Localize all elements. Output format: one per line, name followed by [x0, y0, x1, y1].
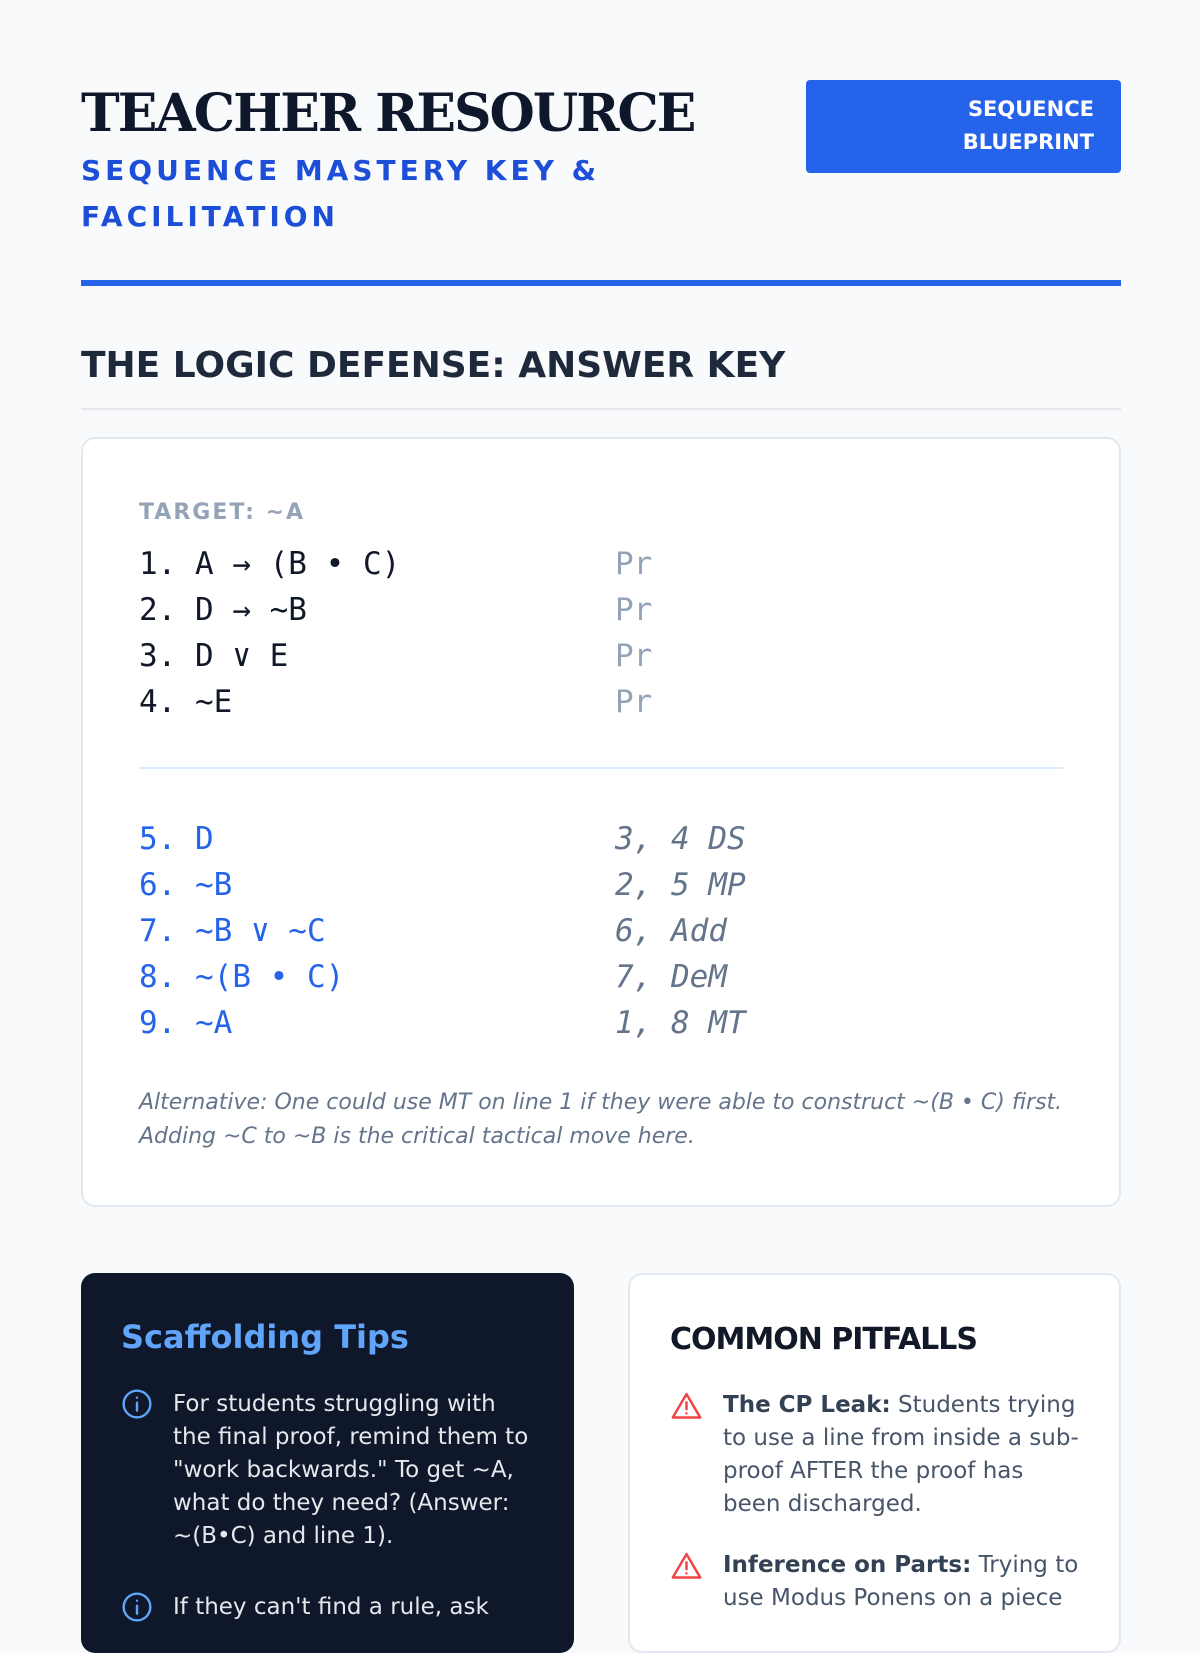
pitfalls-title: COMMON PITFALLS	[670, 1322, 978, 1357]
proof-statement: 4. ~E	[139, 684, 233, 720]
proof-row	[139, 862, 1063, 908]
pitfall-text: Students trying to use a line from inside a sub-proof AFTER the proof has been discharged.	[723, 1392, 1079, 1517]
warning-triangle-icon	[670, 1390, 703, 1423]
proof-row	[139, 816, 1063, 862]
proof-justification: 3, 4 DS	[615, 821, 746, 857]
pitfall-item	[670, 1389, 1079, 1521]
sequence-blueprint-badge	[806, 80, 1121, 173]
page-title: TEACHER RESOURCE	[81, 83, 695, 144]
proof-statement: 7. ~B ∨ ~C	[139, 913, 326, 949]
premises-list	[139, 541, 1063, 725]
proof-justification: 7, DeM	[615, 959, 727, 995]
proof-statement: 8. ~(B • C)	[139, 959, 345, 995]
alternative-note: Alternative: One could use MT on line 1 if they were able to construct ~(B • C) first. Adding ~C to ~B is the critical tactical move here.	[139, 1090, 1063, 1149]
proof-justification: Pr	[615, 592, 653, 628]
proof-justification: 2, 5 MP	[615, 867, 746, 903]
answer-key-card	[81, 437, 1121, 1207]
proof-row	[139, 541, 1063, 587]
proof-row	[139, 587, 1063, 633]
proof-justification: 6, Add	[615, 913, 727, 949]
proof-statement: 3. D ∨ E	[139, 638, 289, 674]
page-header	[81, 80, 1121, 286]
pitfall-text: Trying to use Modus Ponens on a piece	[723, 1552, 1079, 1611]
page-subtitle: SEQUENCE MASTERY KEY & FACILITATION	[81, 154, 601, 233]
section-title: THE LOGIC DEFENSE: ANSWER KEY	[81, 336, 1121, 410]
target-label: TARGET: ~A	[139, 500, 306, 525]
proof-justification: 1, 8 MT	[615, 1005, 746, 1041]
header-rule	[81, 280, 1121, 286]
tip-item	[121, 1388, 534, 1553]
pitfall-name: The CP Leak:	[723, 1392, 891, 1418]
pitfall-item	[670, 1549, 1079, 1615]
proof-row	[139, 954, 1063, 1000]
pitfall-name: Inference on Parts:	[723, 1552, 972, 1578]
proof-justification: Pr	[615, 546, 653, 582]
badge-line-2: BLUEPRINT	[962, 130, 1094, 154]
proof-divider	[139, 767, 1063, 769]
proof-row	[139, 633, 1063, 679]
tip-text: For students struggling with the final proof, remind them to "work backwards." To get ~A, what do they need? (Answer: ~(B•C) and line 1).	[173, 1391, 529, 1549]
proof-statement: 9. ~A	[139, 1005, 233, 1041]
proof-row	[139, 1000, 1063, 1046]
info-circle-icon	[121, 1591, 153, 1623]
tip-text: If they can't find a rule, ask	[173, 1594, 489, 1620]
tips-title: Scaffolding Tips	[121, 1318, 409, 1356]
proof-row	[139, 908, 1063, 954]
badge-line-1: SEQUENCE	[967, 97, 1094, 121]
info-circle-icon	[121, 1388, 153, 1420]
proof-statement: 1. A → (B • C)	[139, 546, 401, 582]
derivations-list	[139, 816, 1063, 1046]
proof-row	[139, 679, 1063, 725]
proof-justification: Pr	[615, 638, 653, 674]
proof-statement: 5. D	[139, 821, 214, 857]
scaffolding-tips-card	[81, 1273, 574, 1653]
proof-statement: 6. ~B	[139, 867, 233, 903]
warning-triangle-icon	[670, 1550, 703, 1583]
proof-justification: Pr	[615, 684, 653, 720]
tip-item	[121, 1591, 534, 1624]
common-pitfalls-card	[628, 1273, 1121, 1653]
proof-statement: 2. D → ~B	[139, 592, 307, 628]
